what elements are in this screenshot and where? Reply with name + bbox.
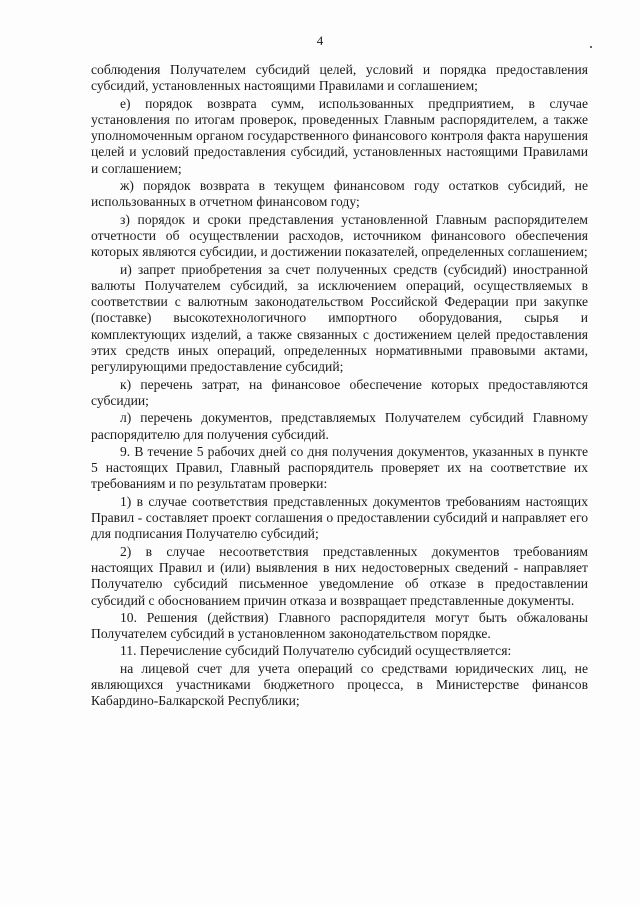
paragraph-subitem-1: 1) в случае соответствия представленных документов требованиям настоящих Правил - составляет проект соглашения о предоставлении субсидий и направляет его для подписания Получателю субсидий;	[91, 493, 588, 542]
paragraph-account-clause: на лицевой счет для учета операций со средствами юридических лиц, не являющихся участниками бюджетного процесса, в Министерстве финансов Кабардино-Балкарской Республики;	[91, 660, 588, 709]
paragraph-item-zh: ж) порядок возврата в текущем финансовом году остатков субсидий, не использованных в отчетном финансовом году;	[91, 178, 588, 210]
paragraph-item-e: е) порядок возврата сумм, использованных предприятием, в случае установления по итогам проверок, проведенных Главным распорядителем, а также уполномоченным органом государственного финансового контроля факта нарушения целей и условий предоставления субсидий, установленных настоящими Правилами и соглашением;	[91, 95, 588, 176]
paragraph-section-10: 10. Решения (действия) Главного распорядителя могут быть обжалованы Получателем субсидий в установленном законодательством порядке.	[91, 609, 588, 642]
paragraph-section-9: 9. В течение 5 рабочих дней со дня получения документов, указанных в пункте 5 настоящих Правил, Главный распорядитель проверяет их на соответствие их требованиям и по результатам проверки:	[91, 443, 588, 492]
page-number: 4	[316, 33, 324, 48]
paragraph-item-l: л) перечень документов, представляемых Получателем субсидий Главному распорядителю для получения субсидий.	[91, 410, 588, 442]
paragraph-subitem-2: 2) в случае несоответствия представленных документов требованиям настоящих Правил и (или) выявления в них недостоверных сведений - направляет Получателю субсидий письменное уведомление об отказе в предоставлении субсидий с обоснованием причин отказа и возвращает представленные документы.	[91, 543, 588, 608]
paragraph-item-k: к) перечень затрат, на финансовое обеспечение которых предоставляются субсидии;	[91, 376, 588, 408]
paragraph-item-i: и) запрет приобретения за счет полученных средств (субсидий) иностранной валюты Получателем субсидий, за исключением операций, осуществляемых в соответствии с валютным законодательством Российской Федерации при закупке (поставке) высокотехнологичного импортного оборудования, сырья и комплектующих изделий, а также связанных с достижением целей предоставления этих средств иных операций, определенных нормативными правовыми актами, регулирующими предоставление субсидий;	[91, 261, 588, 375]
scan-speck	[590, 46, 592, 48]
paragraph-continuation: соблюдения Получателем субсидий целей, условий и порядка предоставления субсидий, установленных настоящими Правилами и соглашением;	[91, 62, 588, 94]
paragraph-item-z: з) порядок и сроки представления установленной Главным распорядителем отчетности об осуществлении расходов, источником финансового обеспечения которых являются субсидии, и достижении показателей, определенных соглашением;	[91, 211, 588, 260]
document-body	[91, 62, 588, 711]
paragraph-section-11: 11. Перечисление субсидий Получателю субсидий осуществляется:	[120, 643, 512, 659]
